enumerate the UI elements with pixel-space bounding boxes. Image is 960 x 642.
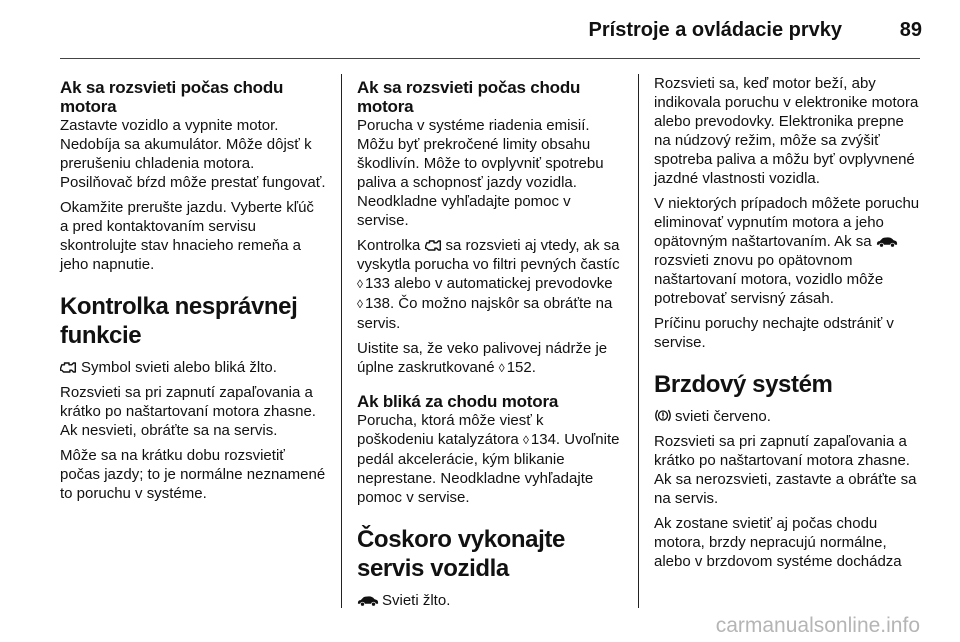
- section-heading-service: Čoskoro vykonajte servis vozidla: [357, 526, 565, 582]
- paragraph: [357, 591, 623, 610]
- brake-warning-icon: [654, 408, 672, 423]
- page-reference-icon: ◊: [498, 361, 505, 375]
- page-title: Prístroje a ovládacie prvky: [588, 19, 842, 41]
- paragraph: Porucha v systéme riadenia emisií. Môžu byť prekročené limity obsahu škodlivín. Môže to ovplyvniť spotrebu paliva a schopnosť jazdy vozidla. Neodkladne vyhľadajte pomoc v servise.: [357, 117, 604, 229]
- paragraph: [60, 358, 326, 377]
- text: 152.: [506, 359, 536, 376]
- paragraph: Rozsvieti sa, keď motor beží, aby indikovala poruchu v elektronike motora alebo prevodovky. Elektronika prepne na núdzový režim, môže sa zvýšiť spotreba paliva a môžu byť ovplyvnené jazdné vlastnosti vozidla.: [654, 75, 919, 187]
- engine-warning-icon: [60, 361, 78, 374]
- engine-warning-icon: [425, 239, 443, 252]
- header-divider: [60, 58, 920, 59]
- watermark: carmanualsonline.info: [715, 614, 920, 637]
- text: rozsvieti znovu po opätovnom naštartovaní motora, vozidlo môže potrebovať servisný zásah.: [654, 252, 884, 307]
- column-divider-left: [341, 74, 342, 608]
- text: svieti červeno.: [675, 408, 771, 425]
- column-middle: [357, 74, 623, 616]
- paragraph: Rozsvieti sa pri zapnutí zapaľovania a krátko po naštartovaní motora zhasne. Ak sa nerozsvieti, zastavte a obráťte sa na servis.: [654, 433, 917, 507]
- paragraph: Rozsvieti sa pri zapnutí zapaľovania a krátko po naštartovaní motora zhasne. Ak nesvieti, obráťte sa na servis.: [60, 384, 316, 439]
- text: Svieti žlto.: [382, 592, 451, 609]
- text: Symbol svieti alebo bliká žlto.: [81, 359, 277, 376]
- page-reference-icon: ◊: [522, 433, 529, 447]
- text: 134. Uvoľnite pedál akcelerácie, kým blikanie neprestane. Neodkladne vyhľadajte pomoc v servise.: [357, 431, 620, 506]
- page-reference-icon: ◊: [357, 277, 363, 291]
- page-reference-icon: ◊: [357, 297, 363, 311]
- text: Porucha, ktorá môže viesť k poškodeniu katalyzátora: [357, 412, 544, 448]
- page-number: 89: [899, 19, 922, 41]
- page-header: [0, 0, 960, 60]
- section-heading-malfunction: Kontrolka nesprávnej funkcie: [60, 293, 298, 349]
- paragraph: Príčinu poruchy nechajte odstrániť v servise.: [654, 315, 894, 351]
- column-right: [654, 74, 920, 577]
- text: V niektorých prípadoch môžete poruchu eliminovať vypnutím motora a jeho opätovným naštartovaním. Ak sa: [654, 195, 920, 250]
- paragraph: Okamžite prerušte jazdu. Vyberte kľúč a pred kontaktovaním servisu skontrolujte stav hnacieho remeňa a jeho napnutie.: [60, 199, 314, 273]
- paragraph: Zastavte vozidlo a vypnite motor. Nedobíja sa akumulátor. Môže dôjsť k prerušeniu chladenia motora. Posilňovač bŕzd môže prestať fungovať.: [60, 117, 326, 191]
- heading-engine-running: Ak sa rozsvieti počas chodu motora: [60, 78, 284, 116]
- text: Kontrolka: [357, 237, 421, 254]
- paragraph: [654, 194, 920, 308]
- paragraph: [357, 236, 623, 333]
- text: 138. Čo možno najskôr sa obráťte na servis.: [357, 295, 613, 332]
- heading-flashing: Ak bliká za chodu motora: [357, 392, 559, 411]
- section-heading-brake: Brzdový systém: [654, 371, 833, 398]
- service-car-icon: [876, 236, 898, 248]
- text: Uistite sa, že veko palivovej nádrže je úplne zaskrutkované: [357, 340, 608, 376]
- paragraph: [654, 407, 920, 426]
- paragraph: [357, 411, 623, 507]
- text: sa rozsvieti aj vtedy, ak sa vyskytla porucha vo filtri pevných častíc: [357, 237, 620, 273]
- paragraph: Môže sa na krátku dobu rozsvietiť počas jazdy; to je normálne neznamené to poruchu v systéme.: [60, 447, 326, 502]
- paragraph: Ak zostane svietiť aj počas chodu motora, brzdy nepracujú normálne, alebo v brzdovom systéme dochádza: [654, 515, 902, 570]
- heading-engine-running: Ak sa rozsvieti počas chodu motora: [357, 78, 581, 116]
- column-left: [60, 74, 326, 509]
- text: 133 alebo v automatickej prevodovke: [364, 275, 613, 292]
- column-divider-right: [638, 74, 639, 608]
- service-car-icon: [357, 595, 379, 607]
- paragraph: [357, 339, 623, 378]
